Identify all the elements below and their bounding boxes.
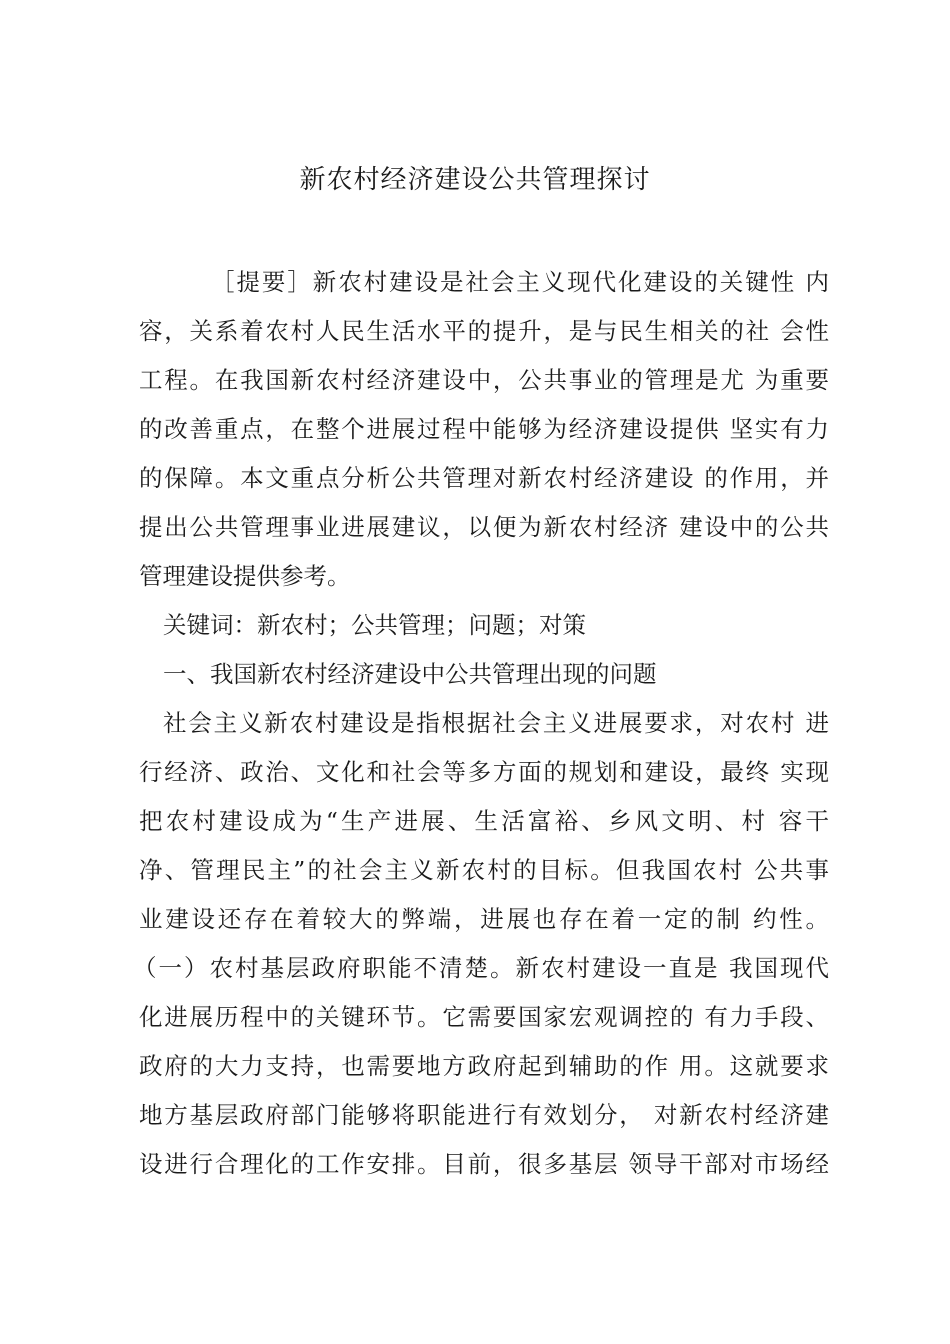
paragraph-line: 的保障。本文重点分析公共管理对新农村经济建设 的作用，并 <box>139 464 829 492</box>
paragraph-line: 设进行合理化的工作安排。目前，很多基层 领导干部对市场经 <box>139 1150 829 1178</box>
paragraph-line: （一）农村基层政府职能不清楚。新农村建设一直是 我国现代 <box>133 954 829 982</box>
keywords-line: 关键词：新农村；公共管理；问题；对策 <box>163 611 586 639</box>
paragraph-line: 管理建设提供参考。 <box>139 562 351 590</box>
document-title: 新农村经济建设公共管理探讨 <box>299 165 651 195</box>
paragraph-line: 净、管理民主”的社会主义新农村的目标。但我国农村 公共事 <box>139 856 829 884</box>
paragraph-line: 地方基层政府部门能够将职能进行有效划分， 对新农村经济建 <box>139 1101 829 1129</box>
paragraph-line: 提出公共管理事业进展建议，以便为新农村经济 建设中的公共 <box>139 513 829 541</box>
paragraph-line: 容，关系着农村人民生活水平的提升，是与民生相关的社 会性 <box>139 317 829 345</box>
paragraph-line: 政府的大力支持，也需要地方政府起到辅助的作 用。这就要求 <box>139 1052 829 1080</box>
paragraph-line: 工程。在我国新农村经济建设中，公共事业的管理是尤 为重要 <box>139 366 829 394</box>
document-body <box>133 258 829 1189</box>
paragraph-line: 社会主义新农村建设是指根据社会主义进展要求，对农村 进 <box>163 709 829 737</box>
paragraph-line: 的改善重点，在整个进展过程中能够为经济建设提供 坚实有力 <box>139 415 829 443</box>
paragraph-line: 把农村建设成为“生产进展、生活富裕、乡风文明、村 容干 <box>139 807 829 835</box>
paragraph-line: 化进展历程中的关键环节。它需要国家宏观调控的 有力手段、 <box>139 1003 829 1031</box>
section-heading: 一、我国新农村经济建设中公共管理出现的问题 <box>163 660 657 688</box>
paragraph-line: 行经济、政治、文化和社会等多方面的规划和建设，最终 实现 <box>139 758 829 786</box>
paragraph-line: 业建设还存在着较大的弊端，进展也存在着一定的制 约性。 <box>139 905 829 933</box>
paragraph-line: ［提要］新农村建设是社会主义现代化建设的关键性 内 <box>211 268 829 296</box>
